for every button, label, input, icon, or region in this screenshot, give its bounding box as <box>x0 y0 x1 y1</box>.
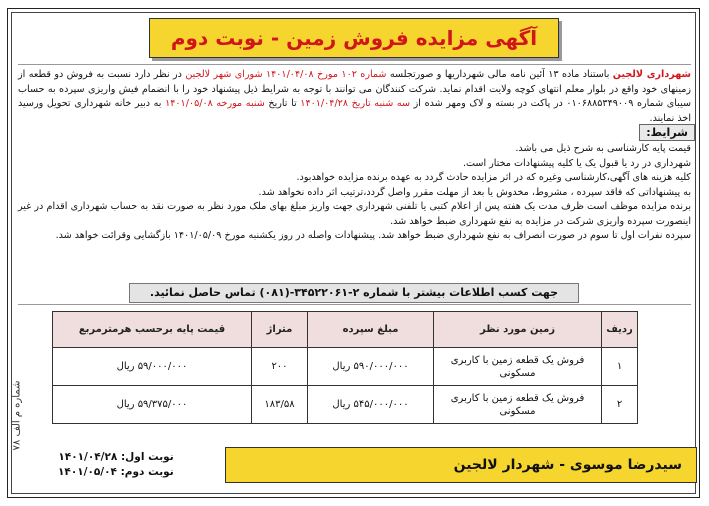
condition-item: به پیشنهاداتی که فاقد سپرده ، مشروط، مخدوش یا بعد از مهلت مقرر واصل گردد،ترتیب اثر داده نخواهد شد. <box>258 186 691 198</box>
title-banner <box>149 18 559 58</box>
header-land: زمین مورد نظر <box>434 312 602 348</box>
cell-row-number: ۱ <box>602 348 638 386</box>
intro-paragraph <box>18 68 691 126</box>
header-base-price: قیمت پایه برحسب هرمترمربع <box>53 312 252 348</box>
signature-banner <box>225 447 697 483</box>
start-date: سه شنبه تاریخ ۱۴۰۱/۰۴/۲۸ <box>300 98 411 109</box>
council-session: شماره ۱۰۲ مورخ ۱۴۰۱/۰۴/۰۸ شورای شهر لالجین <box>185 69 387 80</box>
condition-item: سپرده نفرات اول تا سوم در صورت انصراف به نفع شهرداری ضبط خواهد شد. پیشنهادات واصله در روز یکشنبه مورخ ۱۴۰۱/۰۵/۰۹ بازگشایی وقرائت خواهد شد. <box>55 230 691 241</box>
intro-text-2: در نظر دارد نسبت به فروش دو قطعه از زمینهای خود واقع در بلوار معلم انتهای کوچه ولایت اقدام نماید. شرکت کنندگان می توانند با توجه به شرایط ذیل پیشنهاد خود را با انضمام فیش واریزی سپرده به حساب سیبای شماره ۰۱۰۶۸۸۵۳۴۹۰۰۹ در پاکت در بسته و لاک ومهر شده از <box>18 69 691 109</box>
condition-item: قیمت پایه کارشناسی به شرح ذیل می باشد. <box>515 143 691 154</box>
table-row <box>53 386 638 424</box>
mayor-signature: سیدرضا موسوی - شهردار لالجین <box>453 457 682 473</box>
condition-item: شهرداری در رد یا قبول یک یا کلیه پیشنهادات مختار است. <box>462 157 691 169</box>
cell-land: فروش یک قطعه زمین با کاربری مسکونی <box>434 348 602 386</box>
end-date: شنبه مورخه ۱۴۰۱/۰۵/۰۸ <box>165 98 265 109</box>
header-row-number: ردیف <box>602 312 638 348</box>
second-publication-date: نوبت دوم: ۱۴۰۱/۰۵/۰۴ <box>58 466 174 478</box>
contact-divider <box>18 304 691 305</box>
conditions-heading: شرایط: <box>639 124 695 141</box>
notice-title: آگهی مزایده فروش زمین - نوبت دوم <box>170 26 538 50</box>
table-row <box>53 348 638 386</box>
header-area: متراژ <box>252 312 308 348</box>
header-deposit: مبلغ سپرده <box>308 312 434 348</box>
first-publication-date: نوبت اول: ۱۴۰۱/۰۴/۲۸ <box>58 451 174 463</box>
header-divider <box>18 64 691 65</box>
publication-dates <box>58 450 174 480</box>
lots-table <box>52 311 638 424</box>
condition-item: برنده مزایده موظف است ظرف مدت یک هفته پس از اعلام کتبی یا تلفنی شهرداری جهت واریز مبلغ بهای ملک مورد نظر به صورت نقد به حساب شهرداری اقدام در غیر اینصورت سپرده واریزی شرکت در مزایده به نفع شهرداری ضبط خواهد شد. <box>18 201 691 227</box>
cell-row-number: ۲ <box>602 386 638 424</box>
cell-area: ۱۸۳/۵۸ <box>252 386 308 424</box>
cell-base-price: ۵۹/۰۰۰/۰۰۰ ریال <box>53 348 252 386</box>
cell-base-price: ۵۹/۳۷۵/۰۰۰ ریال <box>53 386 252 424</box>
condition-item: کلیه هزینه های آگهی،کارشناسی وغیره که در اثر مزایده حادث گردد به عهده برنده مزایده خواهدبود. <box>296 172 691 183</box>
intro-text-4: به دبیر خانه شهرداری تحویل ورسید اخذ نمایند. <box>18 98 691 124</box>
org-name: شهرداری لالجین <box>612 69 691 80</box>
cell-deposit: ۵۴۵/۰۰۰/۰۰۰ ریال <box>308 386 434 424</box>
cell-deposit: ۵۹۰/۰۰۰/۰۰۰ ریال <box>308 348 434 386</box>
cell-land: فروش یک قطعه زمین با کاربری مسکونی <box>434 386 602 424</box>
conditions-list <box>18 142 691 244</box>
cell-area: ۲۰۰ <box>252 348 308 386</box>
table-header-row <box>53 312 638 348</box>
intro-text-1: باستناد ماده ۱۳ آئین نامه مالی شهرداریها و صورتجلسه <box>386 69 613 80</box>
reference-number-label <box>6 340 28 490</box>
reference-number-text: شماره م الف ۷۸ <box>11 380 23 450</box>
intro-text-3: تا تاریخ <box>264 98 301 109</box>
contact-strip: جهت کسب اطلاعات بیشتر با شماره ۲-۳۴۵۲۲۰۶۱-(۰۸۱) تماس حاصل نمائید. <box>129 283 579 303</box>
